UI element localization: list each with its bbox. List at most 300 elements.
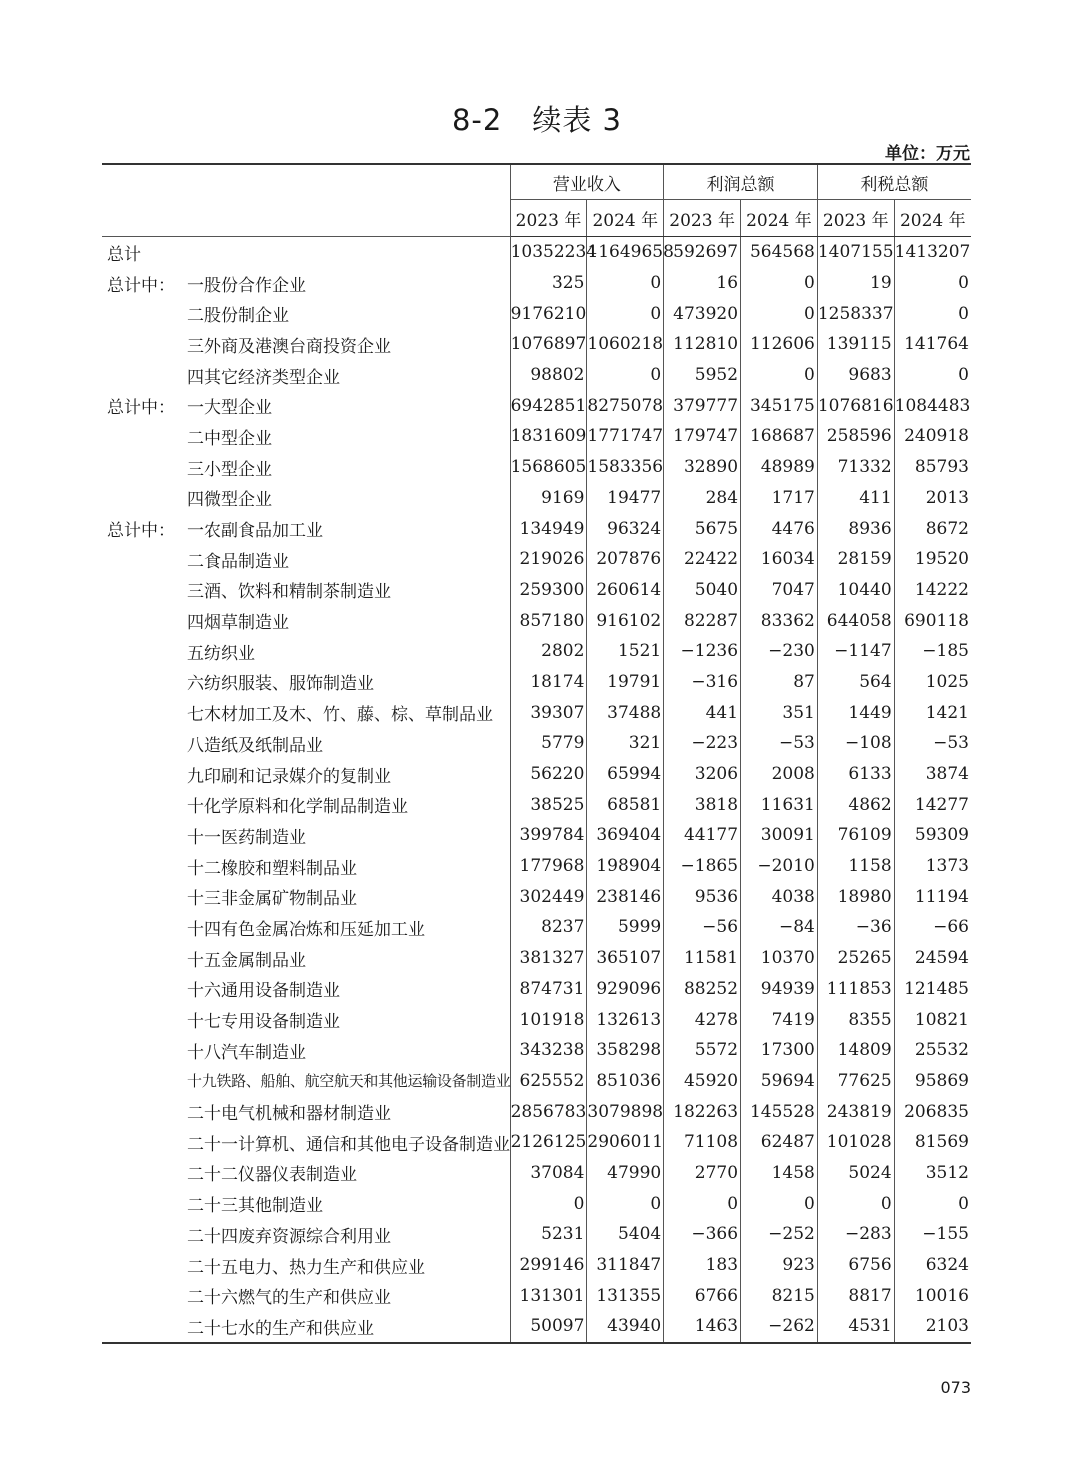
- table-cell: 441: [664, 697, 741, 728]
- table-cell: −1147: [817, 636, 894, 667]
- table-cell: 134949: [510, 513, 587, 544]
- table-row: [102, 1066, 971, 1097]
- table-cell: 644058: [817, 605, 894, 636]
- table-cell: 18174: [510, 667, 587, 698]
- table-row: [102, 360, 971, 391]
- table-cell: 10821: [894, 1004, 971, 1035]
- table-cell: 132613: [587, 1004, 664, 1035]
- row-label-text: 二十三其他制造业: [187, 1196, 323, 1217]
- row-label: [102, 360, 510, 391]
- table-cell: 71332: [817, 452, 894, 483]
- row-label: [102, 974, 510, 1005]
- table-cell: 62487: [741, 1127, 818, 1158]
- table-cell: 19791: [587, 667, 664, 698]
- table-cell: 11649658: [587, 237, 664, 268]
- table-cell: 1373: [894, 851, 971, 882]
- table-row: [102, 390, 971, 421]
- table-cell: 25265: [817, 943, 894, 974]
- table-cell: 30091: [741, 820, 818, 851]
- row-label: [102, 575, 510, 606]
- table-cell: 6766: [664, 1280, 741, 1311]
- row-label-text: 九印刷和记录媒介的复制业: [187, 766, 391, 787]
- label-column-header: [102, 164, 510, 237]
- table-cell: 4476: [741, 513, 818, 544]
- row-label: [102, 452, 510, 483]
- table-row: [102, 820, 971, 851]
- table-row: [102, 1127, 971, 1158]
- table-cell: −56: [664, 912, 741, 943]
- table-cell: 2856783: [510, 1096, 587, 1127]
- table-row: [102, 1280, 971, 1311]
- table-cell: 923: [741, 1250, 818, 1281]
- row-label: [102, 636, 510, 667]
- row-label-text: 七木材加工及木、竹、藤、棕、草制品业: [187, 705, 493, 726]
- table-cell: 0: [741, 360, 818, 391]
- table-cell: 5231: [510, 1219, 587, 1250]
- table-cell: 8672: [894, 513, 971, 544]
- year-header: 2023 年: [510, 200, 587, 237]
- table-cell: 85793: [894, 452, 971, 483]
- table-cell: 2126125: [510, 1127, 587, 1158]
- table-cell: 88252: [664, 974, 741, 1005]
- table-cell: 325: [510, 268, 587, 299]
- row-label-text: 四微型企业: [187, 490, 272, 511]
- table-cell: 10016: [894, 1280, 971, 1311]
- table-cell: 5999: [587, 912, 664, 943]
- table-cell: −316: [664, 667, 741, 698]
- table-cell: −1236: [664, 636, 741, 667]
- table-cell: 101028: [817, 1127, 894, 1158]
- table-cell: 22422: [664, 544, 741, 575]
- table-cell: 1158: [817, 851, 894, 882]
- row-label-text: 十七专用设备制造业: [187, 1012, 340, 1033]
- group-header-row: [102, 164, 971, 200]
- row-label-text: 六纺织服装、服饰制造业: [187, 674, 374, 695]
- row-label: [102, 329, 510, 360]
- table-cell: 16: [664, 268, 741, 299]
- table-row: [102, 605, 971, 636]
- table-cell: 18980: [817, 881, 894, 912]
- table-cell: −252: [741, 1219, 818, 1250]
- table-cell: 9536: [664, 881, 741, 912]
- table-cell: −2010: [741, 851, 818, 882]
- table-cell: 6133: [817, 759, 894, 790]
- table-cell: 369404: [587, 820, 664, 851]
- table-row: [102, 421, 971, 452]
- group-header-profit: 利润总额: [664, 164, 818, 200]
- table-cell: 411: [817, 483, 894, 514]
- row-prefix: 总计中：: [107, 275, 175, 296]
- row-label-text: 二十一计算机、通信和其他电子设备制造业: [187, 1134, 510, 1155]
- table-cell: 564568: [741, 237, 818, 268]
- row-label-text: 五纺织业: [187, 643, 255, 664]
- table-cell: 8215: [741, 1280, 818, 1311]
- table-cell: 851036: [587, 1066, 664, 1097]
- table-cell: 59309: [894, 820, 971, 851]
- row-label: [102, 298, 510, 329]
- table-cell: 1025: [894, 667, 971, 698]
- row-label: [102, 667, 510, 698]
- table-cell: 0: [741, 268, 818, 299]
- table-cell: 25532: [894, 1035, 971, 1066]
- table-cell: 0: [741, 1188, 818, 1219]
- table-cell: 47990: [587, 1158, 664, 1189]
- table-cell: 0: [587, 298, 664, 329]
- row-label: [102, 851, 510, 882]
- table-cell: 112606: [741, 329, 818, 360]
- table-cell: 28159: [817, 544, 894, 575]
- table-cell: 43940: [587, 1311, 664, 1343]
- group-header-revenue: 营业收入: [510, 164, 664, 200]
- table-cell: 0: [587, 360, 664, 391]
- table-cell: 219026: [510, 544, 587, 575]
- table-cell: 9169: [510, 483, 587, 514]
- row-label-text: 十六通用设备制造业: [187, 981, 340, 1002]
- table-cell: 3512: [894, 1158, 971, 1189]
- table-cell: 4862: [817, 789, 894, 820]
- table-row: [102, 697, 971, 728]
- table-cell: 10440: [817, 575, 894, 606]
- row-label: [102, 421, 510, 452]
- table-cell: −108: [817, 728, 894, 759]
- table-cell: 76109: [817, 820, 894, 851]
- table-cell: 1076897: [510, 329, 587, 360]
- row-label: [102, 1096, 510, 1127]
- table-cell: 19477: [587, 483, 664, 514]
- table-cell: 37084: [510, 1158, 587, 1189]
- table-cell: −230: [741, 636, 818, 667]
- table-cell: −66: [894, 912, 971, 943]
- row-label: [102, 1004, 510, 1035]
- table-cell: 0: [587, 1188, 664, 1219]
- group-header-profit-tax: 利税总额: [817, 164, 971, 200]
- table-cell: −1865: [664, 851, 741, 882]
- row-label-text: 二食品制造业: [187, 551, 289, 572]
- row-label-text: 三酒、饮料和精制茶制造业: [187, 582, 391, 603]
- row-label: [102, 1219, 510, 1250]
- table-cell: 37488: [587, 697, 664, 728]
- table-cell: 14277: [894, 789, 971, 820]
- table-cell: −155: [894, 1219, 971, 1250]
- table-cell: 87: [741, 667, 818, 698]
- table-cell: 1568605: [510, 452, 587, 483]
- table-body: [102, 237, 971, 1343]
- table-cell: 45920: [664, 1066, 741, 1097]
- table-row: [102, 268, 971, 299]
- page-number: 073: [940, 1378, 971, 1397]
- table-cell: 14809: [817, 1035, 894, 1066]
- table-cell: 6756: [817, 1250, 894, 1281]
- table-cell: 0: [664, 1188, 741, 1219]
- row-label: [102, 1311, 510, 1343]
- table-cell: 8275078: [587, 390, 664, 421]
- table-cell: 260614: [587, 575, 664, 606]
- row-label-text: 十化学原料和化学制品制造业: [187, 797, 408, 818]
- table-cell: 16034: [741, 544, 818, 575]
- row-label: [102, 1158, 510, 1189]
- table-cell: 690118: [894, 605, 971, 636]
- table-cell: 0: [587, 268, 664, 299]
- table-cell: 2906011: [587, 1127, 664, 1158]
- table-cell: 381327: [510, 943, 587, 974]
- row-label: [102, 1280, 510, 1311]
- table-cell: 177968: [510, 851, 587, 882]
- table-cell: 345175: [741, 390, 818, 421]
- table-cell: −84: [741, 912, 818, 943]
- table-cell: 8355: [817, 1004, 894, 1035]
- table-cell: 2103: [894, 1311, 971, 1343]
- table-cell: 0: [894, 268, 971, 299]
- table-cell: 19520: [894, 544, 971, 575]
- row-label-text: 十一医药制造业: [187, 827, 306, 848]
- table-cell: 1060218: [587, 329, 664, 360]
- table-cell: 365107: [587, 943, 664, 974]
- row-label-text: 二十电气机械和器材制造业: [187, 1104, 391, 1125]
- table-cell: 10352234: [510, 237, 587, 268]
- row-label: [102, 268, 510, 299]
- row-label-text: 二十二仪器仪表制造业: [187, 1165, 357, 1186]
- table-cell: 71108: [664, 1127, 741, 1158]
- table-cell: 5675: [664, 513, 741, 544]
- table-cell: 131355: [587, 1280, 664, 1311]
- table-cell: 96324: [587, 513, 664, 544]
- table-cell: 564: [817, 667, 894, 698]
- table-cell: 5572: [664, 1035, 741, 1066]
- table-cell: 1421: [894, 697, 971, 728]
- table-cell: 112810: [664, 329, 741, 360]
- table-cell: −223: [664, 728, 741, 759]
- table-cell: 351: [741, 697, 818, 728]
- table-cell: −53: [894, 728, 971, 759]
- table-cell: 4531: [817, 1311, 894, 1343]
- table-cell: 94939: [741, 974, 818, 1005]
- row-label-text: 八造纸及纸制品业: [187, 735, 323, 756]
- table-cell: 77625: [817, 1066, 894, 1097]
- table-cell: 206835: [894, 1096, 971, 1127]
- table-cell: 56220: [510, 759, 587, 790]
- table-cell: 1084483: [894, 390, 971, 421]
- table-row: [102, 237, 971, 268]
- table-row: [102, 728, 971, 759]
- table-cell: 3079898: [587, 1096, 664, 1127]
- table-row: [102, 1188, 971, 1219]
- table-cell: 7419: [741, 1004, 818, 1035]
- table-cell: 59694: [741, 1066, 818, 1097]
- row-label: [102, 789, 510, 820]
- table-cell: 857180: [510, 605, 587, 636]
- table-cell: 1407155: [817, 237, 894, 268]
- year-header: 2024 年: [894, 200, 971, 237]
- table-cell: 1258337: [817, 298, 894, 329]
- row-label: [102, 912, 510, 943]
- row-label-text: 三小型企业: [187, 459, 272, 480]
- table-cell: 183: [664, 1250, 741, 1281]
- table-row: [102, 544, 971, 575]
- table-row: [102, 1096, 971, 1127]
- table-cell: 5404: [587, 1219, 664, 1250]
- table-row: [102, 1004, 971, 1035]
- table-row: [102, 1311, 971, 1343]
- table-cell: 131301: [510, 1280, 587, 1311]
- table-cell: 3818: [664, 789, 741, 820]
- table-cell: 358298: [587, 1035, 664, 1066]
- table-cell: 68581: [587, 789, 664, 820]
- row-label: [102, 513, 510, 544]
- table-row: [102, 1158, 971, 1189]
- row-label-text: 一股份合作企业: [187, 275, 306, 296]
- row-label-text: 十四有色金属冶炼和压延加工业: [187, 919, 425, 940]
- table-cell: 0: [894, 360, 971, 391]
- table-cell: 321: [587, 728, 664, 759]
- table-cell: 238146: [587, 881, 664, 912]
- table-cell: 101918: [510, 1004, 587, 1035]
- table-cell: 1076816: [817, 390, 894, 421]
- table-cell: 302449: [510, 881, 587, 912]
- table-cell: 1463: [664, 1311, 741, 1343]
- table-cell: 179747: [664, 421, 741, 452]
- table-row: [102, 329, 971, 360]
- row-label: [102, 759, 510, 790]
- table-row: [102, 943, 971, 974]
- table-cell: 5952: [664, 360, 741, 391]
- year-header: 2023 年: [664, 200, 741, 237]
- row-label: [102, 237, 510, 268]
- table-cell: 7047: [741, 575, 818, 606]
- table-cell: 81569: [894, 1127, 971, 1158]
- row-label-text: 十九铁路、船舶、航空航天和其他运输设备制造业: [187, 1072, 511, 1091]
- table-cell: 299146: [510, 1250, 587, 1281]
- table-cell: 5779: [510, 728, 587, 759]
- table-cell: 9683: [817, 360, 894, 391]
- table-cell: 916102: [587, 605, 664, 636]
- row-label: [102, 1127, 510, 1158]
- table-cell: 4278: [664, 1004, 741, 1035]
- row-prefix: 总计中：: [107, 521, 175, 542]
- row-label: [102, 943, 510, 974]
- table-cell: 1521: [587, 636, 664, 667]
- table-row: [102, 789, 971, 820]
- table-cell: 0: [510, 1188, 587, 1219]
- row-label-text: 二十六燃气的生产和供应业: [187, 1288, 391, 1309]
- table-cell: 8237: [510, 912, 587, 943]
- table-cell: 6324: [894, 1250, 971, 1281]
- table-cell: 0: [894, 1188, 971, 1219]
- table-cell: 473920: [664, 298, 741, 329]
- table-cell: 141764: [894, 329, 971, 360]
- table-cell: 929096: [587, 974, 664, 1005]
- table-cell: 65994: [587, 759, 664, 790]
- table-cell: 258596: [817, 421, 894, 452]
- table-row: [102, 575, 971, 606]
- table-cell: 83362: [741, 605, 818, 636]
- row-label: [102, 820, 510, 851]
- table-cell: 121485: [894, 974, 971, 1005]
- row-label: [102, 390, 510, 421]
- table-row: [102, 452, 971, 483]
- table-cell: 50097: [510, 1311, 587, 1343]
- unit-label: 单位：万元: [885, 144, 970, 164]
- table-cell: 39307: [510, 697, 587, 728]
- table-cell: 11581: [664, 943, 741, 974]
- table-cell: 1831609: [510, 421, 587, 452]
- table-cell: 24594: [894, 943, 971, 974]
- row-label-text: 总计: [107, 244, 141, 265]
- table-cell: 32890: [664, 452, 741, 483]
- row-label: [102, 544, 510, 575]
- row-label-text: 四烟草制造业: [187, 613, 289, 634]
- table-cell: 44177: [664, 820, 741, 851]
- year-header: 2024 年: [741, 200, 818, 237]
- year-header: 2024 年: [587, 200, 664, 237]
- row-label-text: 二中型企业: [187, 428, 272, 449]
- row-label: [102, 697, 510, 728]
- table-row: [102, 667, 971, 698]
- table-cell: 198904: [587, 851, 664, 882]
- table-cell: 311847: [587, 1250, 664, 1281]
- table-row: [102, 298, 971, 329]
- row-label-text: 十五金属制品业: [187, 950, 306, 971]
- table-cell: −283: [817, 1219, 894, 1250]
- table-cell: 399784: [510, 820, 587, 851]
- row-label-text: 二股份制企业: [187, 306, 289, 327]
- table-row: [102, 974, 971, 1005]
- table-row: [102, 759, 971, 790]
- row-label-text: 一大型企业: [187, 398, 272, 419]
- table-cell: 11194: [894, 881, 971, 912]
- table-cell: 284: [664, 483, 741, 514]
- table-row: [102, 881, 971, 912]
- table-cell: 17300: [741, 1035, 818, 1066]
- statistics-table: [102, 163, 971, 1344]
- table-row: [102, 912, 971, 943]
- row-label: [102, 728, 510, 759]
- table-cell: 182263: [664, 1096, 741, 1127]
- page-title: 8-2 续表 3: [451, 103, 623, 137]
- table-row: [102, 851, 971, 882]
- table-cell: 379777: [664, 390, 741, 421]
- row-label-text: 一农副食品加工业: [187, 521, 323, 542]
- table-cell: 4038: [741, 881, 818, 912]
- table-cell: 19: [817, 268, 894, 299]
- table-cell: 48989: [741, 452, 818, 483]
- table-cell: 1583356: [587, 452, 664, 483]
- table-cell: −185: [894, 636, 971, 667]
- row-label: [102, 1188, 510, 1219]
- table-cell: 2802: [510, 636, 587, 667]
- table-cell: 5040: [664, 575, 741, 606]
- row-label: [102, 1066, 510, 1097]
- table-cell: 1771747: [587, 421, 664, 452]
- row-label-text: 四其它经济类型企业: [187, 367, 340, 388]
- table-cell: 0: [817, 1188, 894, 1219]
- table-row: [102, 1219, 971, 1250]
- table-cell: 3206: [664, 759, 741, 790]
- row-label-text: 三外商及港澳台商投资企业: [187, 336, 391, 357]
- table-cell: −366: [664, 1219, 741, 1250]
- row-label: [102, 1250, 510, 1281]
- table-cell: 5024: [817, 1158, 894, 1189]
- row-label: [102, 605, 510, 636]
- table-cell: 625552: [510, 1066, 587, 1097]
- row-label-text: 十八汽车制造业: [187, 1042, 306, 1063]
- table-cell: 95869: [894, 1066, 971, 1097]
- table-cell: 2008: [741, 759, 818, 790]
- table-cell: 14222: [894, 575, 971, 606]
- row-label-text: 十二橡胶和塑料制品业: [187, 858, 357, 879]
- table-cell: 1449: [817, 697, 894, 728]
- row-label-text: 二十五电力、热力生产和供应业: [187, 1257, 425, 1278]
- table-cell: 0: [741, 298, 818, 329]
